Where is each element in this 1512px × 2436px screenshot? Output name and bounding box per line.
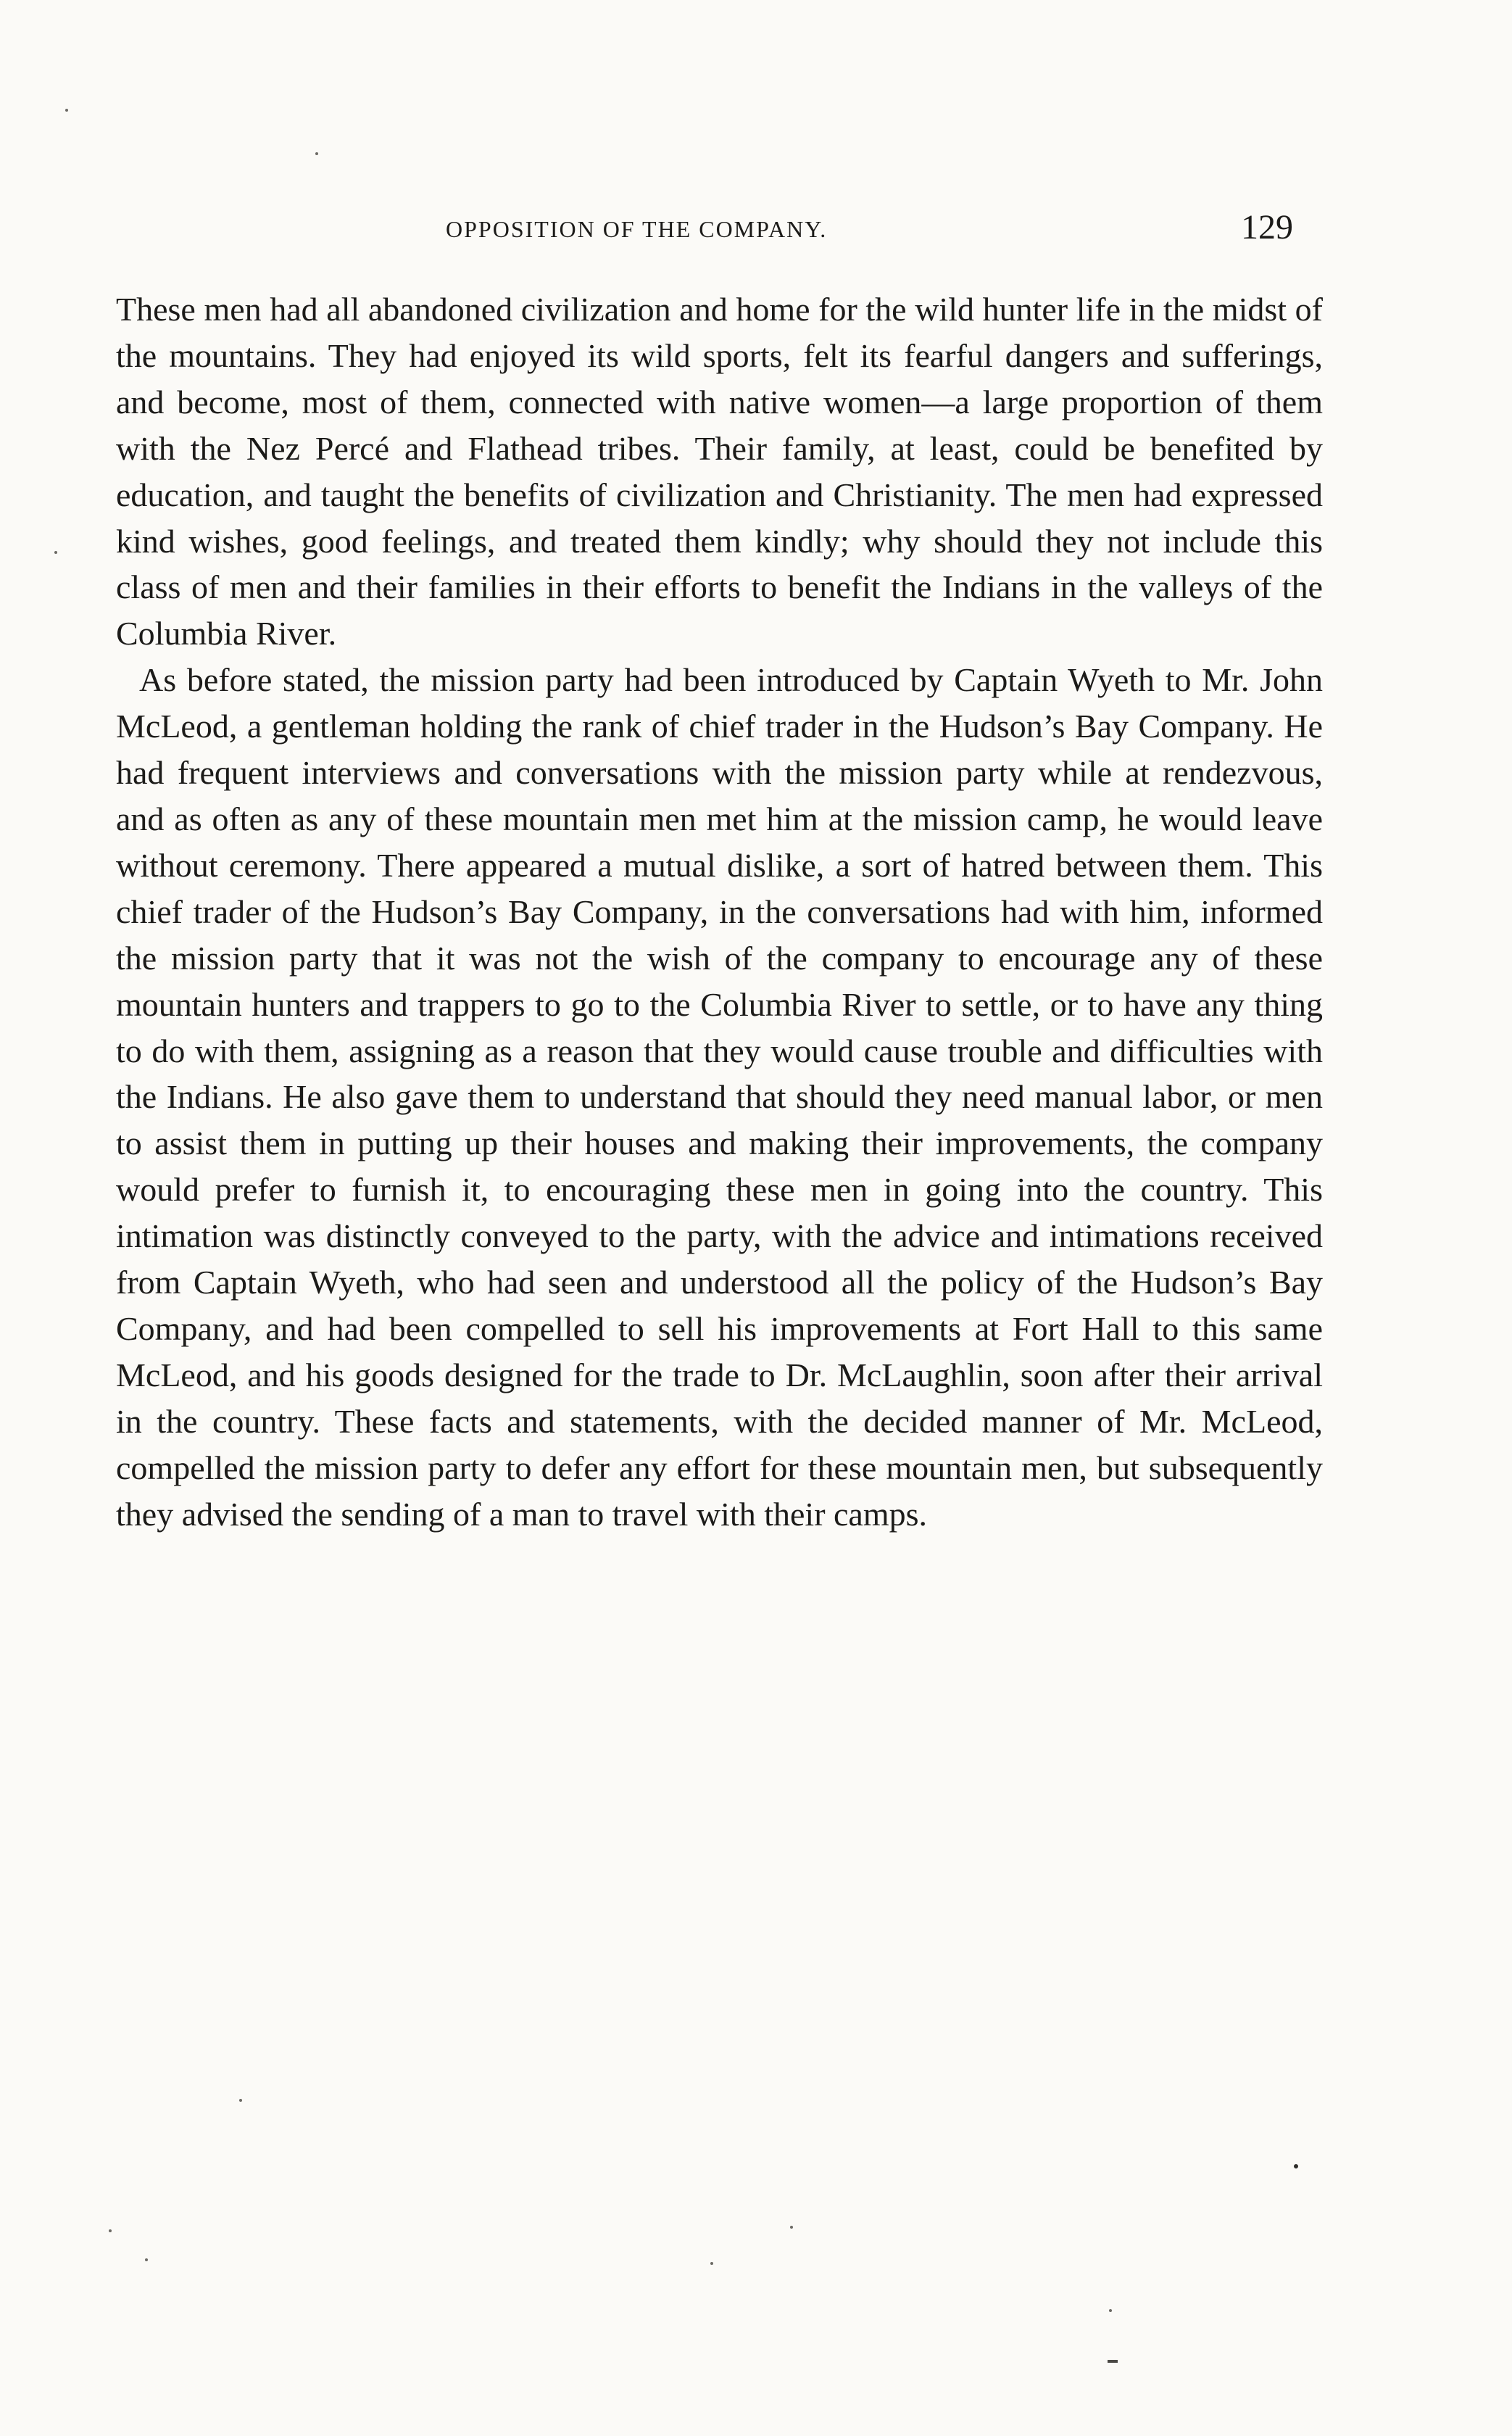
body-text: [116, 286, 1323, 1537]
scan-mark: [1108, 2360, 1118, 2363]
scan-speck: [790, 2226, 793, 2229]
scan-speck: [145, 2258, 148, 2261]
scan-speck: [239, 2099, 242, 2102]
scan-speck: [54, 551, 57, 554]
scan-speck: [315, 152, 318, 155]
scan-speck: [710, 2262, 713, 2265]
scan-speck: [65, 109, 68, 112]
scan-speck: [109, 2229, 112, 2232]
page-number: 129: [1241, 208, 1293, 246]
paragraph-2: As before stated, the mission party had been introduced by Captain Wyeth to Mr. John McLeod, a gentleman holding the rank of chief trader in the Hudson’s Bay Company. He had frequent interviews and conversations with the mission party while at rendezvous, and as often as any of these mountain men met him at the mission camp, he would leave without ceremony. There appeared a mutual dislike, a sort of hatred between them. This chief trader of the Hudson’s Bay Company, in the conversations had with him, informed the mission party that it was not the wish of the company to encourage any of these mountain hunters and trappers to go to the Columbia River to settle, or to have any thing to do with them, assigning as a reason that they would cause trouble and difficulties with the Indians. He also gave them to understand that should they need manual labor, or men to assist them in putting up their houses and making their improvements, the company would prefer to furnish it, to encouraging these men in going into the country. This intimation was distinctly conveyed to the party, with the advice and intimations received from Captain Wyeth, who had seen and understood all the policy of the Hudson’s Bay Company, and had been compelled to sell his improvements at Fort Hall to this same McLeod, and his goods designed for the trade to Dr. McLaughlin, soon after their arrival in the country. These facts and statements, with the decided manner of Mr. McLeod, compelled the mission party to defer any effort for these mountain men, but subsequently they advised the sending of a man to travel with their camps.: [116, 661, 1323, 1533]
running-head: OPPOSITION OF THE COMPANY.: [446, 216, 828, 242]
scan-speck: [1294, 2164, 1298, 2168]
scan-speck: [1109, 2309, 1112, 2312]
paragraph-1: These men had all abandoned civilization and home for the wild hunter life in the midst of the mountains. They had enjoyed its wild sports, felt its fearful dangers and sufferings, and become, most of them, connected with native women—a large proportion of them with the Nez Percé and Flathead tribes. Their family, at least, could be benefited by education, and taught the benefits of civilization and Christianity. The men had expressed kind wishes, good feelings, and treated them kindly; why should they not include this class of men and their families in their efforts to benefit the Indians in the valleys of the Columbia River.: [116, 291, 1323, 652]
